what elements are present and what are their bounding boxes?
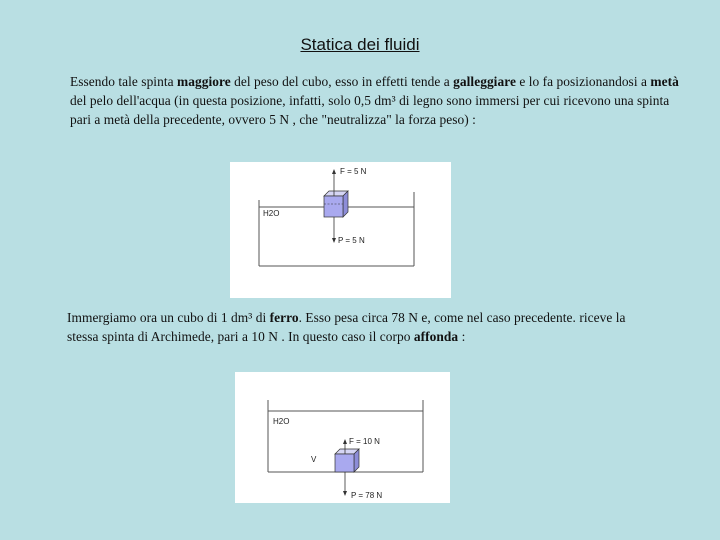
para1-bold-galleggiare: galleggiare <box>453 74 516 89</box>
force-up-label: F = 10 N <box>349 437 380 446</box>
sinking-cube-diagram <box>235 372 450 503</box>
paragraph-sinking <box>67 308 627 346</box>
water-label: H2O <box>273 417 290 426</box>
para1-bold-meta: metà <box>650 74 679 89</box>
page-title: Statica dei fluidi <box>300 35 420 54</box>
cube-side-face <box>343 191 348 217</box>
cube-mark-label: V <box>311 455 317 464</box>
force-up-arrowhead <box>343 439 347 444</box>
para2-text-1: Immergiamo ora un cubo di 1 dm³ di <box>67 310 270 325</box>
para2-text-2: . Esso pesa circa 78 N e, come nel caso precedente. riceve la stessa spinta di Archimede, pari a 10 N . In questo caso il corpo <box>67 310 626 344</box>
para2-bold-ferro: ferro <box>269 310 299 325</box>
para1-bold-maggiore: maggiore <box>177 74 231 89</box>
figure-sinking-cube <box>235 372 450 503</box>
para1-text-2: del peso del cubo, esso in effetti tende a <box>230 74 454 89</box>
weight-label: P = 78 N <box>351 491 383 500</box>
para2-bold-affonda: affonda <box>413 329 459 344</box>
para2-text-3: : <box>458 329 466 344</box>
para1-text-4: del pelo dell'acqua (in questa posizione, infatti, solo 0,5 dm³ di legno sono immersi per cui ricevono una spinta pari a metà della precedente, ovvero 5 N , che "neutralizza" la forza peso) : <box>70 93 670 127</box>
force-up-arrowhead <box>332 169 336 174</box>
weight-label: P = 5 N <box>338 236 365 245</box>
figure-floating-cube <box>230 162 451 298</box>
cube-front-face <box>335 454 354 472</box>
force-up-label: F = 5 N <box>340 167 367 176</box>
para1-text-3: e lo fa posizionandosi a <box>515 74 651 89</box>
water-label: H2O <box>263 209 280 218</box>
weight-down-arrowhead <box>343 491 347 496</box>
cube-front-face <box>324 196 343 217</box>
weight-down-arrowhead <box>332 238 336 243</box>
floating-cube-diagram <box>230 162 451 298</box>
paragraph-floating <box>70 72 680 129</box>
para1-text-1: Essendo tale spinta <box>70 74 177 89</box>
